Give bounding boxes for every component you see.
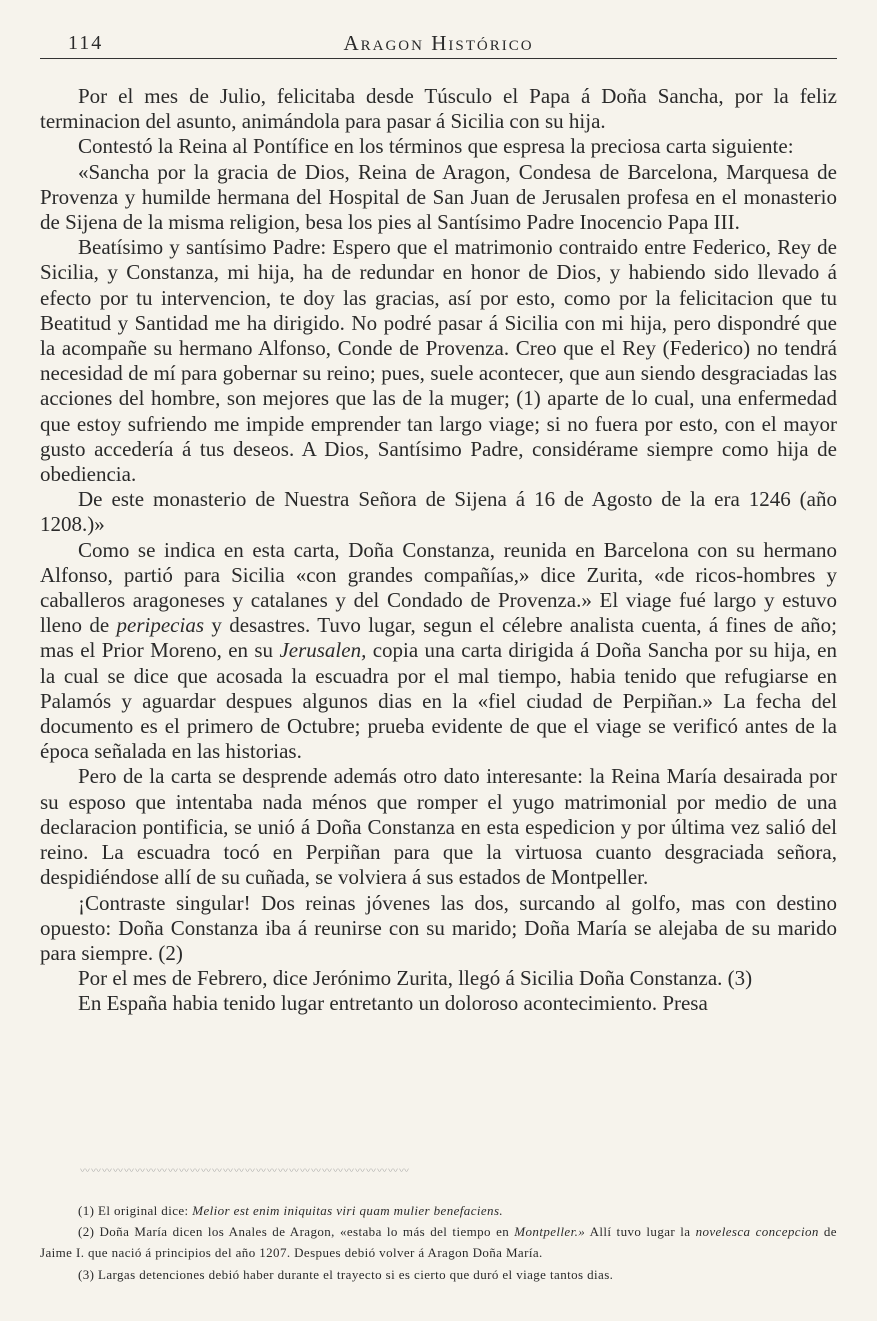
footnote: (3) Largas detenciones debió haber durante el trayecto si es cierto que duró el viage tantos dias. xyxy=(78,1266,614,1282)
paragraph: «Sancha por la gracia de Dios, Reina de Aragon, Condesa de Barcelona, Marquesa de Provenza y humilde hermana del Hospital de San Juan de Jerusalen profesa en el monasterio de Sijena de la misma religion, besa los pies al Santísimo Padre Inocencio Papa III. xyxy=(40,159,837,235)
text-run: (2) Doña María dicen los Anales de Aragon, «estaba lo más del tiempo en xyxy=(78,1224,515,1240)
page-number: 114 xyxy=(68,32,104,54)
running-head xyxy=(40,28,837,59)
text-run: y desastres. Tuvo lugar, segun el célebre analista cuenta, á fines de año; mas el Prior Moreno, en su xyxy=(40,613,838,663)
text-run: copia una carta dirigida á Doña Sancha por su hija, en la cual se dice que acosada la escuadra por el mal tiempo, habia tenido que refugiarse en Palamós y aguardar despues algunos dias en la «fiel ciudad de Perpiñan.» La fecha del documento es el primero de Octubre; prueba evidente de que el viage se verificó antes de la época señalada en las historias. xyxy=(40,638,837,764)
footnotes xyxy=(40,1200,837,1285)
book-page xyxy=(40,28,837,1308)
text-run: Allí tuvo lugar la xyxy=(585,1224,696,1240)
italic-run: peripecias xyxy=(116,613,205,638)
running-title: Aragon Histórico xyxy=(343,31,534,55)
paragraph: Contestó la Reina al Pontífice en los términos que espresa la preciosa carta siguiente: xyxy=(78,134,794,159)
paragraph: Por el mes de Febrero, dice Jerónimo Zurita, llegó á Sicilia Doña Constanza. (3) xyxy=(78,966,753,991)
text-run: Como se indica en esta carta, Doña Constanza, reunida en Barcelona con su hermano Alfonso, partió para Sicilia «con grandes compañías,» dice Zurita, «de ricos-hombres y caballeros aragoneses y catalanes y del Condado de Provenza.» El viage fué largo y estuvo lleno de xyxy=(40,537,837,638)
italic-run: Jerusalen, xyxy=(279,638,367,663)
paragraph: Por el mes de Julio, felicitaba desde Túsculo el Papa á Doña Sancha, por la feliz terminacion del asunto, animándola para pasar á Sicilia con su hija. xyxy=(40,84,837,134)
footnote xyxy=(40,1221,837,1263)
footnote-separator: 〰〰〰〰〰〰〰〰〰〰〰〰〰〰〰〰〰〰〰〰〰〰〰〰〰〰〰〰〰〰 xyxy=(80,1166,410,1177)
paragraph: En España habia tenido lugar entretanto un doloroso acontecimiento. Presa xyxy=(78,991,708,1016)
footnote xyxy=(40,1200,837,1221)
italic-run: novelesca concepcion xyxy=(695,1224,819,1240)
paragraph xyxy=(40,538,837,765)
text-run: (1) El original dice: xyxy=(78,1203,193,1218)
italic-run: Montpeller.» xyxy=(514,1224,586,1240)
paragraph: Pero de la carta se desprende además otro dato interesante: la Reina María desairada por su esposo que intentaba nada ménos que romper el yugo matrimonial por medio de una declaracion pontificia, se unió á Doña Constanza en esta espedicion y por última vez salió del reino. La escuadra tocó en Perpiñan para que la virtuosa cuanto desgraciada señora, despidiéndose allí de su cuñada, se volviera á sus estados de Montpeller. xyxy=(40,764,837,890)
body-text xyxy=(40,84,837,1017)
italic-run: Melior est enim iniquitas viri quam mulier benefaciens. xyxy=(192,1203,504,1218)
paragraph: ¡Contraste singular! Dos reinas jóvenes las dos, surcando al golfo, mas con destino opuesto: Doña Constanza iba á reunirse con su marido; Doña María se alejaba de su marido para siempre. (2) xyxy=(40,890,837,965)
paragraph: Beatísimo y santísimo Padre: Espero que el matrimonio contraido entre Federico, Rey de Sicilia, y Constanza, mi hija, ha de redundar en honor de Dios, y habiendo sido llevado á efecto por tu intervencion, te doy las gracias, así por esto, como por la felicitacion que tu Beatitud y Santidad me ha dirigido. No podré pasar á Sicilia con mi hija, pero dispondré que la acompañe su hermano Alfonso, Conde de Provenza. Creo que el Rey (Federico) no tendrá necesidad de mí para gobernar su reino; pues, suele acontecer, que aun siendo desgraciadas las acciones del hombre, son mejores que las de la muger; (1) aparte de lo cual, una enfermedad que estoy sufriendo me impide emprender tan largo viage; si no fuera por esto, con el mayor gusto accedería á tus deseos. A Dios, Santísimo Padre, considérame siempre como hija de obediencia. xyxy=(40,235,837,487)
paragraph: De este monasterio de Nuestra Señora de Sijena á 16 de Agosto de la era 1246 (año 1208.)» xyxy=(40,487,837,537)
text-run: de Jaime I. que nació á principios del año 1207. Despues debió volver á Aragon Doña María. xyxy=(40,1224,837,1261)
